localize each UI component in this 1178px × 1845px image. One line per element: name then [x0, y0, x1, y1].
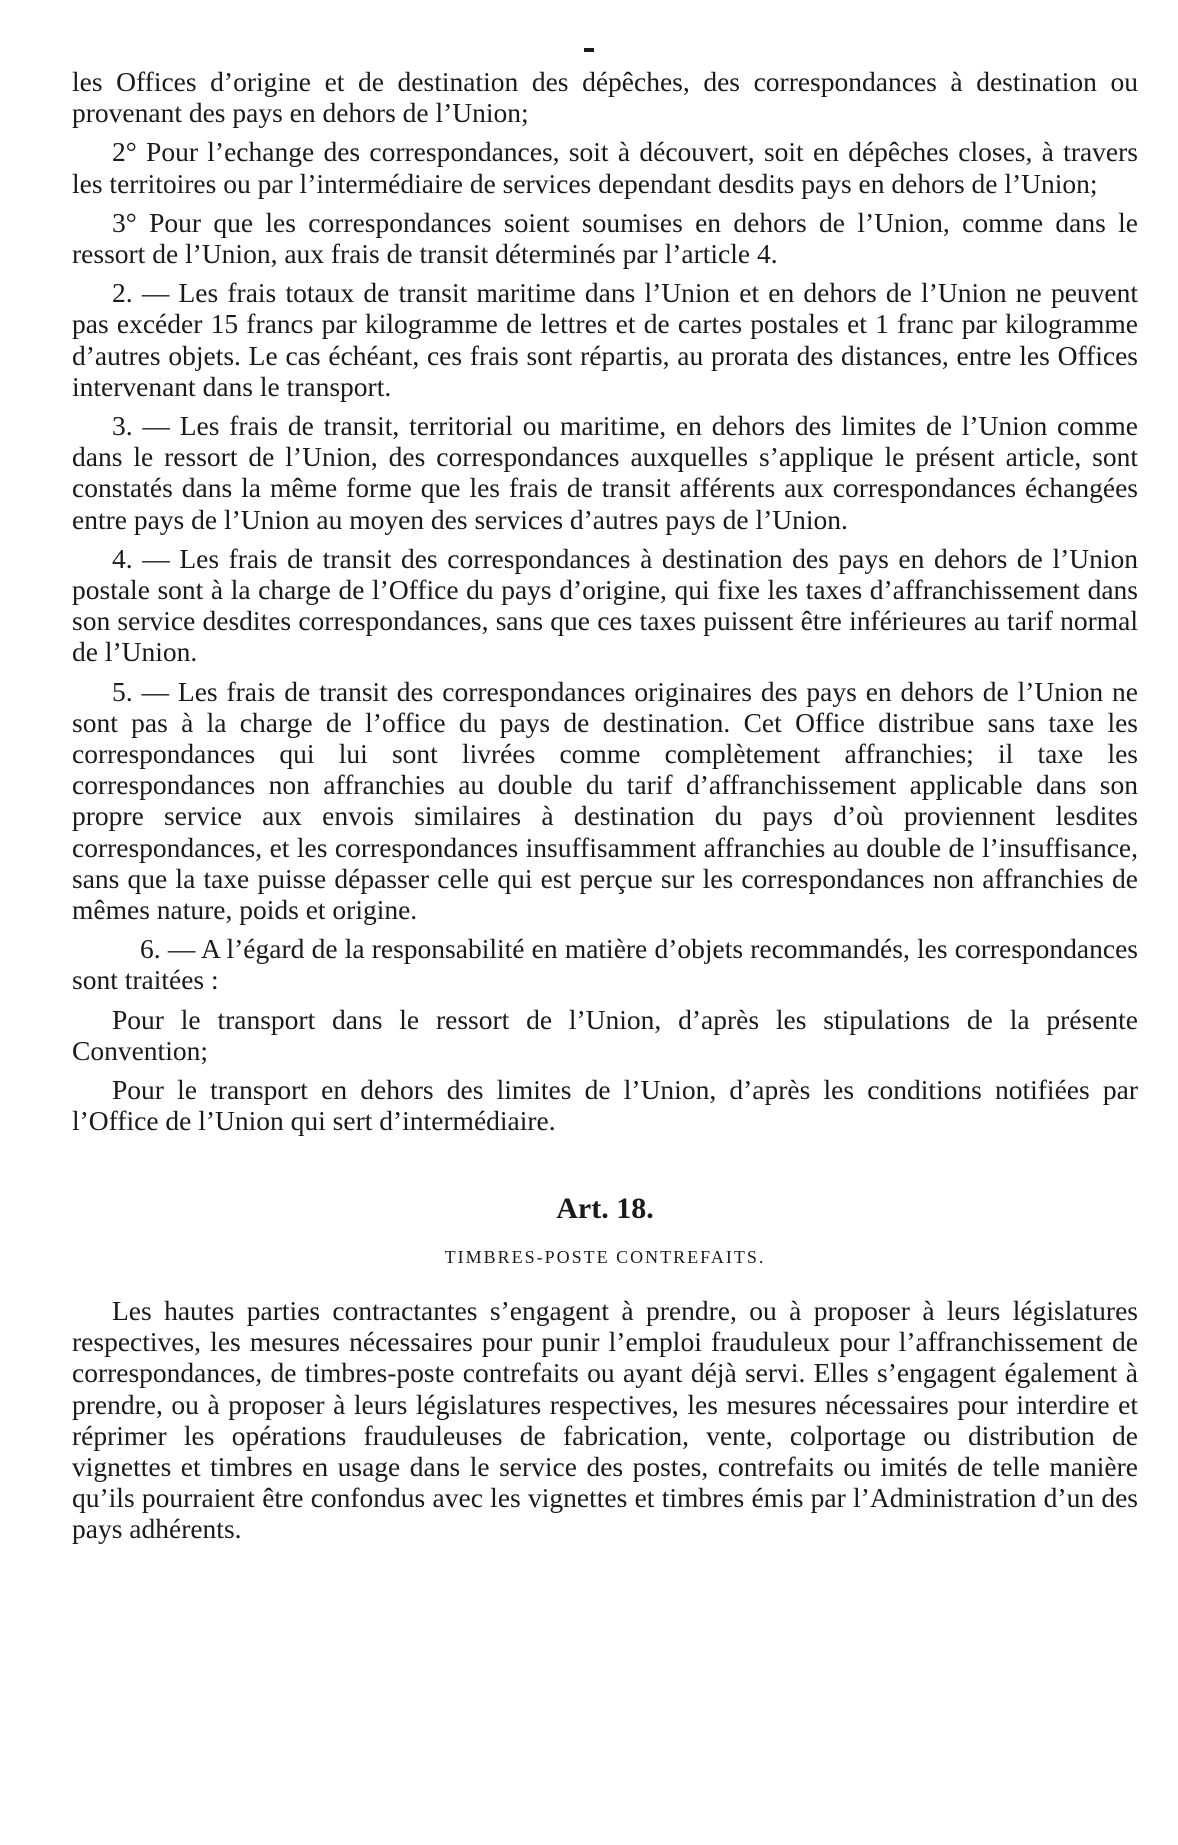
document-page: [72, 66, 1138, 1553]
paragraph-section-3: 3. — Les frais de transit, territorial ou maritime, en dehors des limites de l’Union comme dans le ressort de l’Union, des correspondances auxquelles s’applique le présent article, sont constatés dans la même forme que les frais de transit afférents aux correspondances échangées entre pays de l’Union au moyen des services d’autres pays de l’Union.: [72, 410, 1138, 535]
paragraph-union-transport: Pour le transport dans le ressort de l’Union, d’après les stipulations de la présente Convention;: [72, 1003, 1138, 1066]
top-mark: [584, 48, 594, 52]
article-body: Les hautes parties contractantes s’engagent à prendre, ou à proposer à leurs législatures respectives, les mesures nécessaires pour punir l’emploi frauduleux pour l’affranchissement de correspondances, de timbres-poste contrefaits ou ayant déjà servi. Elles s’engagent également à prendre, ou à proposer à leurs législatures respectives, les mesures nécessaires pour interdire et réprimer les opérations frauduleuses de fabrication, vente, colportage ou distribution de vignettes et timbres en usage dans le service des postes, contrefaits ou imités de telle manière qu’ils pourraient être confondus avec les vignettes et timbres émis par l’Administration d’un des pays adhérents.: [72, 1294, 1138, 1545]
paragraph-continuation: les Offices d’origine et de destination des dépêches, des correspondances à destination ou provenant des pays en dehors de l’Union;: [72, 66, 1138, 129]
paragraph-item-2: 2° Pour l’echange des correspondances, soit à découvert, soit en dépêches closes, à travers les territoires ou par l’intermédiaire de services dependant desdits pays en dehors de l’Union;: [72, 136, 1138, 199]
paragraph-section-4: 4. — Les frais de transit des correspondances à destination des pays en dehors de l’Union postale sont à la charge de l’Office du pays d’origine, qui fixe les taxes d’affranchissement dans son service desdites correspondances, sans que ces taxes puissent être inférieures au tarif normal de l’Union.: [72, 542, 1138, 668]
article-subheading: TIMBRES-POSTE CONTREFAITS.: [444, 1246, 766, 1267]
paragraph-section-6: 6. — A l’égard de la responsabilité en matière d’objets recommandés, les correspondances sont traitées :: [72, 933, 1138, 996]
paragraph-outside-transport: Pour le transport en dehors des limites de l’Union, d’après les conditions notifiées par l’Office de l’Union qui sert d’intermédiaire.: [72, 1074, 1138, 1137]
paragraph-section-5: 5. — Les frais de transit des correspondances originaires des pays en dehors de l’Union ne sont pas à la charge de l’office du pays de destination. Cet Office distribue sans taxe les correspondances qui lui sont livrées comme complètement affranchies; il taxe les correspondances non affranchies au double du tarif d’affranchissement applicable dans son propre service aux envois similaires à destination du pays d’où proviennent lesdites correspondances, et les correspondances insuffisamment affranchies au double de l’insuffisance, sans que la taxe puisse dépasser celle qui est perçue sur les correspondances non affranchies de mêmes nature, poids et origine.: [72, 675, 1138, 926]
paragraph-item-3: 3° Pour que les correspondances soient soumises en dehors de l’Union, comme dans le ressort de l’Union, aux frais de transit déterminés par l’article 4.: [72, 206, 1138, 270]
paragraph-section-2: 2. — Les frais totaux de transit maritime dans l’Union et en dehors de l’Union ne peuvent pas excéder 15 francs par kilogramme de lettres et de cartes postales et 1 franc par kilogramme d’autres objets. Le cas échéant, ces frais sont répartis, au prorata des distances, entre les Offices intervenant dans le transport.: [72, 277, 1138, 402]
article-heading: Art. 18.: [556, 1191, 654, 1225]
